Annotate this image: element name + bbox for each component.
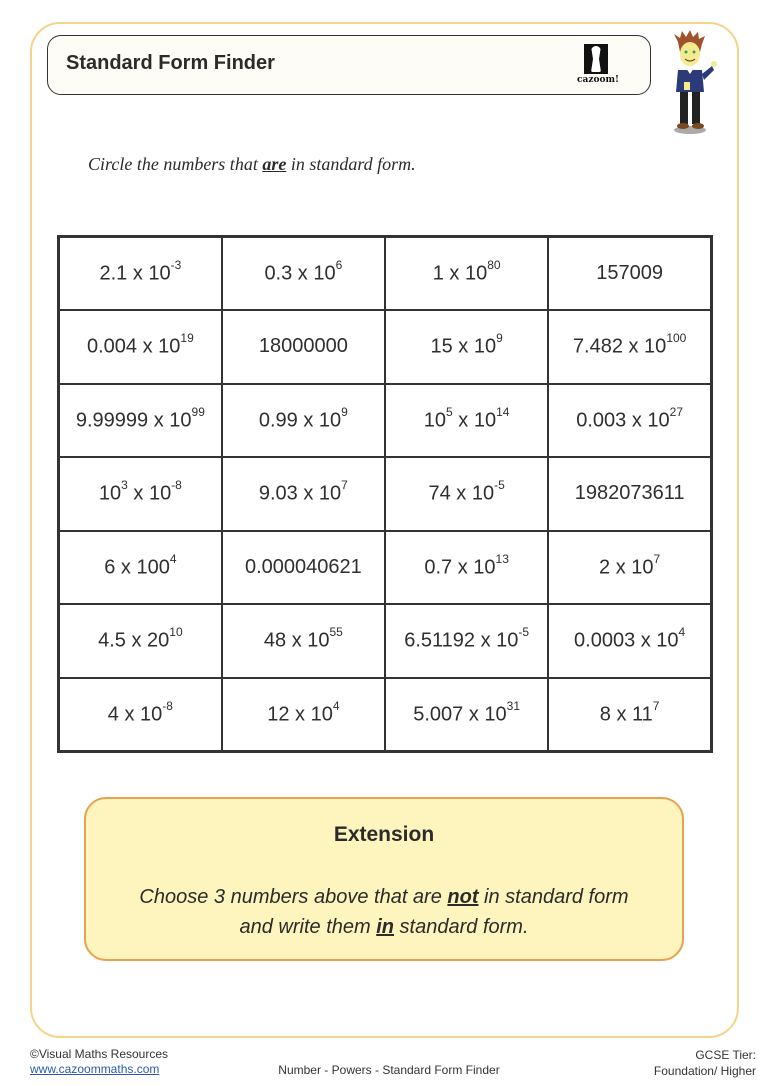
number-cell[interactable] — [222, 384, 385, 458]
cell-base: 74 x 10 — [428, 483, 495, 506]
cell-prefix: 10 — [98, 483, 122, 506]
cell-base: 15 x 10 — [430, 336, 497, 359]
cell-exponent: 14 — [496, 404, 510, 419]
cell-exponent: 99 — [191, 404, 205, 419]
number-cell[interactable] — [548, 310, 711, 384]
cell-exponent: 13 — [495, 551, 509, 566]
cell-exponent: -5 — [518, 625, 530, 640]
ext-line1-emphasis: not — [447, 886, 479, 908]
cell-base: 4.5 x 20 — [98, 630, 170, 653]
cell-exponent: 100 — [666, 331, 687, 346]
instruction-before: Circle the numbers that — [88, 154, 263, 174]
grid-row — [59, 237, 712, 311]
cell-base: 0.99 x 10 — [258, 409, 342, 432]
number-cell[interactable] — [548, 604, 711, 678]
number-cell[interactable] — [548, 384, 711, 458]
number-cell[interactable] — [548, 457, 711, 531]
cell-prefix-exponent: 3 — [121, 478, 128, 493]
cell-exponent: 6 — [335, 258, 343, 273]
ext-line2-after: standard form. — [394, 916, 529, 938]
number-cell[interactable] — [59, 604, 222, 678]
grid-row — [59, 310, 712, 384]
cell-base: x 10 — [452, 409, 497, 432]
number-cell[interactable] — [59, 457, 222, 531]
ext-line1-before: Choose 3 numbers above that are — [139, 886, 448, 908]
cell-exponent: 7 — [653, 551, 661, 566]
number-cell[interactable] — [59, 678, 222, 752]
cell-base: 2 x 10 — [599, 556, 654, 579]
cell-base: 5.007 x 10 — [413, 703, 507, 726]
copyright-text: ©Visual Maths Resources — [30, 1047, 169, 1061]
number-cell[interactable] — [59, 237, 222, 311]
extension-body — [86, 882, 682, 942]
number-cell[interactable] — [385, 678, 548, 752]
cell-base: 1982073611 — [574, 482, 685, 505]
cell-exponent: -8 — [171, 478, 182, 493]
cell-exponent: 55 — [329, 625, 343, 640]
cell-exponent: 31 — [506, 698, 521, 713]
extension-title: Extension — [333, 823, 435, 846]
cell-base: 9.99999 x 10 — [75, 409, 192, 432]
number-cell[interactable] — [222, 604, 385, 678]
ext-line1-after: in standard form — [478, 886, 629, 908]
footer-right — [654, 1047, 756, 1079]
website-link[interactable]: www.cazoommaths.com — [30, 1062, 160, 1076]
logo-mark-icon — [584, 44, 608, 74]
cell-base: 2.1 x 10 — [99, 262, 171, 285]
number-cell[interactable] — [222, 678, 385, 752]
cell-base: 18000000 — [258, 335, 348, 358]
cell-exponent: -3 — [170, 258, 182, 273]
cazoom-logo — [574, 44, 622, 88]
cell-exponent: 9 — [341, 404, 348, 419]
cell-prefix-exponent: 5 — [446, 404, 453, 419]
cell-base: x 10 — [127, 483, 172, 506]
cell-base: 8 x 11 — [599, 703, 653, 726]
cell-exponent: -8 — [162, 698, 173, 713]
cell-exponent: 10 — [169, 625, 183, 640]
cell-exponent: 4 — [169, 551, 177, 566]
cell-base: 12 x 10 — [267, 703, 333, 726]
instruction-after: in standard form. — [286, 154, 416, 174]
cell-exponent: 4 — [678, 625, 686, 640]
cell-base: 0.004 x 10 — [86, 336, 181, 359]
cell-exponent: 19 — [180, 331, 194, 346]
grid-row — [59, 678, 712, 752]
number-cell[interactable] — [385, 604, 548, 678]
number-cell[interactable] — [222, 310, 385, 384]
cell-exponent: 7 — [652, 698, 660, 713]
cell-base: 0.3 x 10 — [264, 262, 336, 285]
mascot-icon — [660, 30, 720, 135]
logo-text: cazoom! — [577, 75, 619, 85]
cell-base: 157009 — [596, 262, 663, 284]
cell-exponent: 4 — [332, 698, 340, 713]
number-cell[interactable] — [385, 531, 548, 605]
grid-row — [59, 604, 712, 678]
number-cell[interactable] — [59, 310, 222, 384]
grid-row — [59, 384, 712, 458]
number-cell[interactable] — [222, 457, 385, 531]
cell-base: 4 x 10 — [107, 703, 163, 726]
cell-exponent: -5 — [494, 478, 505, 493]
number-cell[interactable] — [222, 531, 385, 605]
number-cell[interactable] — [548, 237, 711, 311]
extension-box — [84, 797, 684, 961]
grid-row — [59, 531, 712, 605]
cell-base: 6 x 100 — [104, 556, 170, 579]
cell-base: 0.0003 x 10 — [574, 630, 679, 653]
ext-line2-emphasis: in — [376, 916, 394, 938]
tier-label: GCSE Tier: — [695, 1048, 756, 1062]
footer-topic: Number - Powers - Standard Form Finder — [278, 1063, 500, 1077]
number-cell[interactable] — [59, 384, 222, 458]
cell-base: 7.482 x 10 — [572, 336, 667, 359]
cell-exponent: 80 — [487, 258, 501, 273]
number-cell[interactable] — [59, 531, 222, 605]
number-cell[interactable] — [548, 678, 711, 752]
number-cell[interactable] — [222, 237, 385, 311]
cell-base: 9.03 x 10 — [258, 483, 342, 506]
instruction-text — [88, 154, 416, 175]
cell-base: 0.003 x 10 — [576, 409, 670, 432]
cell-base: 1 x 10 — [432, 262, 488, 285]
number-cell[interactable] — [385, 310, 548, 384]
cell-base: 48 x 10 — [263, 630, 330, 653]
cell-exponent: 9 — [496, 331, 503, 346]
cell-base: 0.7 x 10 — [424, 556, 496, 579]
number-cell[interactable] — [385, 237, 548, 311]
grid-row — [59, 457, 712, 531]
ext-line2-before: and write them — [239, 916, 377, 938]
cell-exponent: 27 — [669, 404, 684, 419]
cell-base: 6.51192 x 10 — [404, 630, 519, 653]
page-title: Standard Form Finder — [66, 52, 275, 74]
cell-base: 0.000040621 — [244, 555, 362, 578]
number-cell[interactable] — [385, 457, 548, 531]
title-box — [47, 35, 651, 95]
instruction-emphasis: are — [262, 154, 287, 174]
number-cell[interactable] — [385, 384, 548, 458]
number-grid — [57, 235, 713, 753]
number-cell[interactable] — [548, 531, 711, 605]
tier-value: Foundation/ Higher — [653, 1064, 756, 1078]
cell-exponent: 7 — [341, 478, 348, 493]
cell-prefix: 10 — [423, 409, 447, 432]
